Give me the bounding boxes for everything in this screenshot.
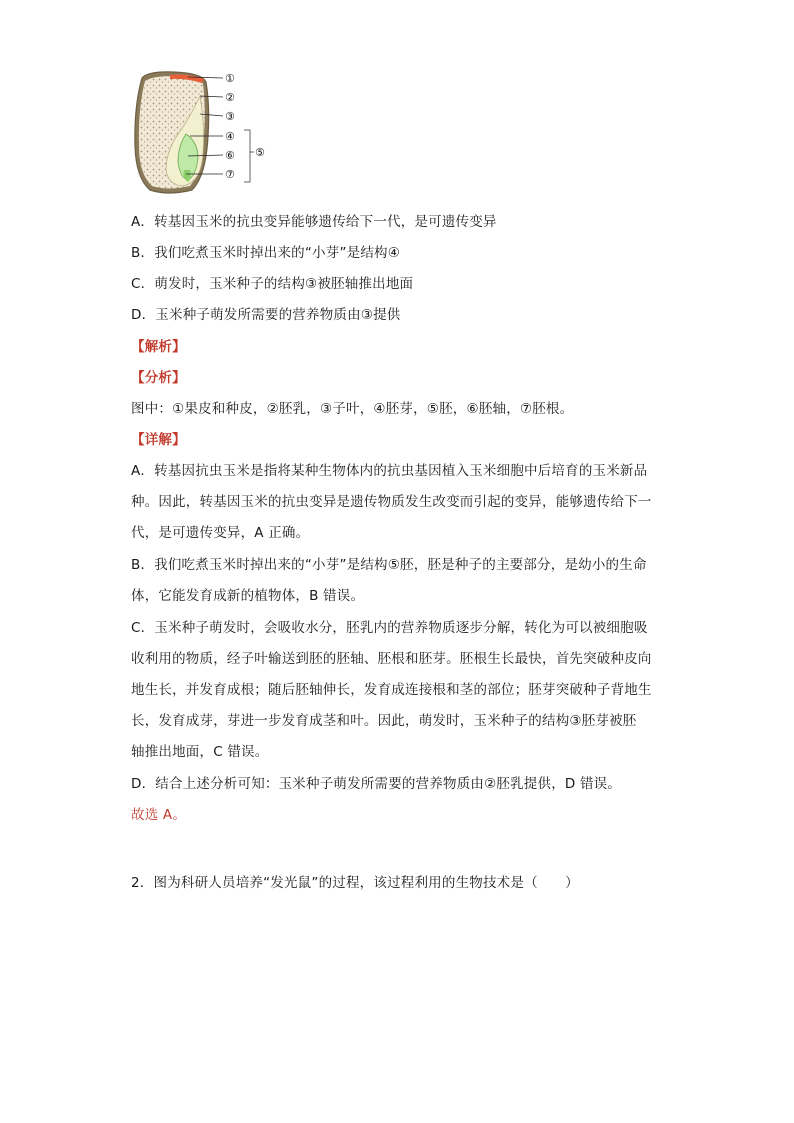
label-2: ② [225,91,235,104]
corn-seed-diagram [128,66,278,198]
question-2: 2．图为科研人员培养“发光鼠”的过程，该过程利用的生物技术是（ ） [131,875,579,891]
detail-line: A．转基因抗虫玉米是指将某种生物体内的抗虫基因植入玉米细胞中后培育的玉米新品 [131,463,648,479]
detail-line: 轴推出地面，C 错误。 [131,744,269,760]
detail-line: 代，是可遗传变异，A 正确。 [131,525,310,541]
label-4: ④ [225,130,235,143]
label-3: ③ [225,110,235,123]
option-b: B．我们吃煮玉米时掉出来的“小芽”是结构④ [131,245,401,261]
fenxi-text: 图中：①果皮和种皮，②胚乳，③子叶，④胚芽，⑤胚，⑥胚轴，⑦胚根。 [131,401,574,417]
label-6: ⑥ [225,149,235,162]
answer-line: 故选 A。 [131,807,187,823]
option-c: C．萌发时，玉米种子的结构③被胚轴推出地面 [131,276,414,292]
detail-line: 长，发育成芽，芽进一步发育成茎和叶。因此，萌发时，玉米种子的结构③胚芽被胚 [131,713,637,729]
option-d: D．玉米种子萌发所需要的营养物质由③提供 [131,307,401,323]
xiangjie-heading: 【详解】 [131,432,186,448]
detail-line: 体，它能发育成新的植物体，B 错误。 [131,588,365,604]
corn-seed-illustration [128,66,278,198]
label-5: ⑤ [255,146,265,159]
detail-line: C．玉米种子萌发时，会吸收水分，胚乳内的营养物质逐步分解，转化为可以被细胞吸 [131,620,648,636]
detail-line: B．我们吃煮玉米时掉出来的“小芽”是结构⑤胚，胚是种子的主要部分，是幼小的生命 [131,557,647,573]
label-1: ① [225,72,235,85]
detail-line: 种。因此，转基因玉米的抗虫变异是遗传物质发生改变而引起的变异，能够遗传给下一 [131,494,652,510]
option-a: A．转基因玉米的抗虫变异能够遗传给下一代，是可遗传变异 [131,214,497,230]
jiexi-heading: 【解析】 [131,339,186,355]
label-7: ⑦ [225,168,235,181]
detail-line: D．结合上述分析可知：玉米种子萌发所需要的营养物质由②胚乳提供，D 错误。 [131,776,622,792]
fenxi-heading: 【分析】 [131,370,186,386]
detail-line: 地生长，并发育成根；随后胚轴伸长，发育成连接根和茎的部位；胚芽突破种子背地生 [131,682,652,698]
detail-line: 收利用的物质，经子叶输送到胚的胚轴、胚根和胚芽。胚根生长最快，首先突破种皮向 [131,651,652,667]
